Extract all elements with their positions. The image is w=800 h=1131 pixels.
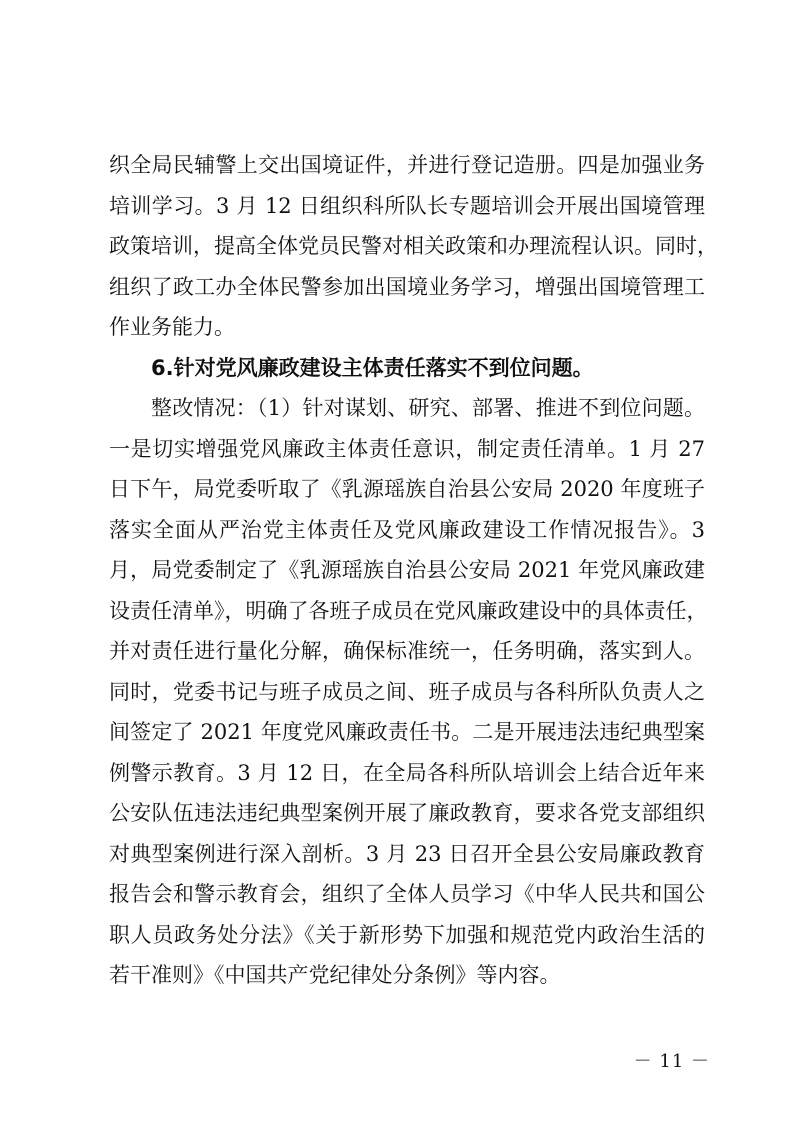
- paragraph-line: 培训学习。3 月 12 日组织科所队长专题培训会开展出国境管理: [109, 193, 705, 218]
- paragraph-line: 公安队伍违法违纪典型案例开展了廉政教育，要求各党支部组织: [109, 801, 705, 825]
- paragraph-line: 一是切实增强党风廉政主体责任意识，制定责任清单。1 月 27: [109, 436, 705, 461]
- paragraph-line: 例警示教育。3 月 12 日，在全局各科所队培训会上结合近年来: [109, 760, 705, 785]
- paragraph-line: 同时，党委书记与班子成员之间、班子成员与各科所队负责人之: [109, 679, 705, 704]
- paragraph-line: 组织了政工办全体民警参加出国境业务学习，增强出国境管理工: [109, 274, 705, 299]
- paragraph-line: 职人员政务处分法》《关于新形势下加强和规范党内政治生活的: [109, 922, 705, 947]
- page-number: － 11 －: [633, 1051, 710, 1072]
- paragraph-line: 若干准则》《中国共产党纪律处分条例》等内容。: [109, 963, 561, 987]
- paragraph-line: 对典型案例进行深入剖析。3 月 23 日召开全县公安局廉政教育: [109, 841, 705, 866]
- paragraph-line: 月，局党委制定了《乳源瑶族自治县公安局 2021 年党风廉政建: [109, 558, 705, 582]
- paragraph-line: 设责任清单》，明确了各班子成员在党风廉政建设中的具体责任，: [109, 598, 708, 623]
- paragraph-line: 落实全面从严治党主体责任及党风廉政建设工作情况报告》。3: [109, 517, 705, 542]
- paragraph-line: 作业务能力。: [109, 315, 235, 339]
- paragraph-line: 并对责任进行量化分解，确保标准统一，任务明确，落实到人。: [109, 639, 705, 663]
- paragraph-line: 织全局民辅警上交出国境证件，并进行登记造册。四是加强业务: [109, 153, 705, 177]
- paragraph-line: 日下午，局党委听取了《乳源瑶族自治县公安局 2020 年度班子: [109, 477, 705, 501]
- paragraph-line: 政策培训，提高全体党员民警对相关政策和办理流程认识。同时，: [109, 234, 718, 258]
- paragraph-line: 报告会和警示教育会，组织了全体人员学习《中华人民共和国公: [109, 882, 705, 906]
- document-body: [109, 145, 718, 996]
- section-heading: 6.针对党风廉政建设主体责任落实不到位问题。: [151, 355, 594, 380]
- paragraph-line: 间签定了 2021 年度党风廉政责任书。二是开展违法违纪典型案: [109, 720, 705, 744]
- paragraph-line: 整改情况：（1）针对谋划、研究、部署、推进不到位问题。: [151, 396, 705, 420]
